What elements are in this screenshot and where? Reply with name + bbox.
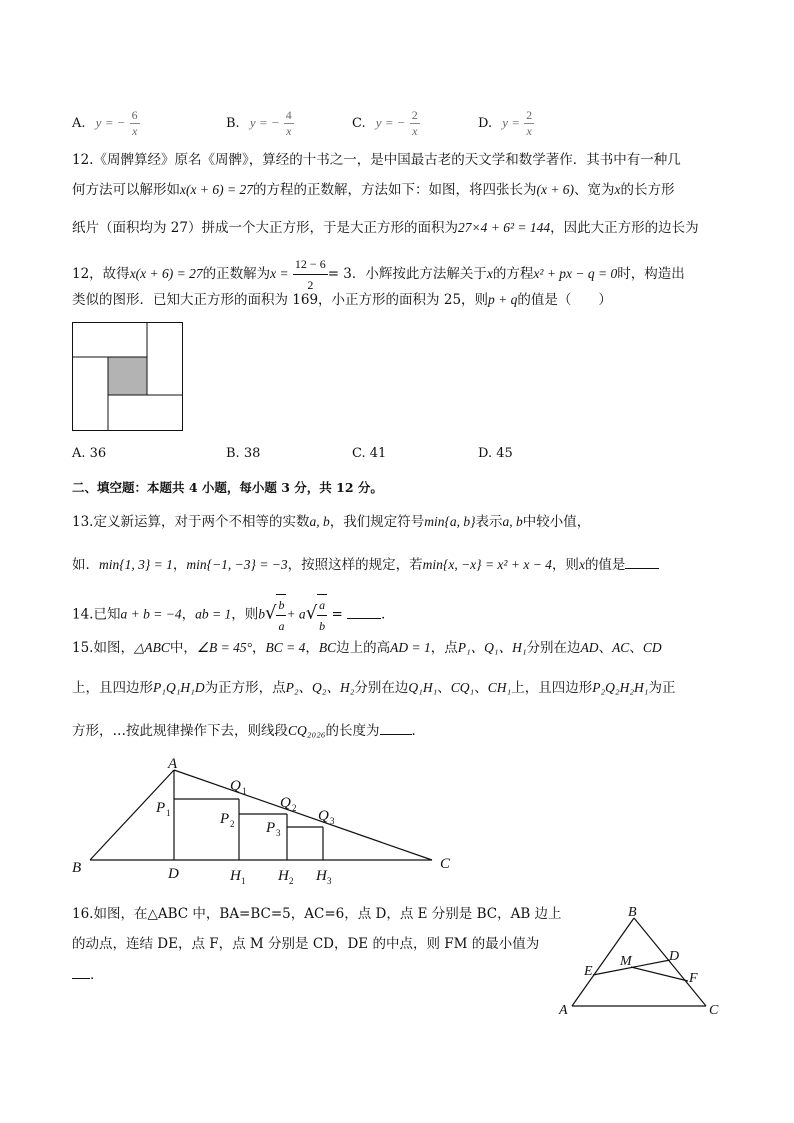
q13-line1: 13.定义新运算，对于两个不相等的实数a, b，我们规定符号min{a, b}表示a, b中较小值， xyxy=(72,514,591,530)
q14-line: 14.已知a + b = −4，ab = 1，则b√ $\frac{b}{a}$ + a√ $\frac{a}{b}$ = ． xyxy=(72,594,395,636)
subscript: 1 xyxy=(241,876,246,886)
fraction-numerator: 2 xyxy=(526,108,533,122)
q12-square-figure xyxy=(72,322,184,432)
label-F: F xyxy=(689,971,698,986)
subscript: 2 xyxy=(289,876,294,886)
label-C: C xyxy=(440,856,451,872)
q12-option-a: A. 36 xyxy=(72,446,107,461)
label-M: M xyxy=(620,954,632,969)
q15-line1: 15.如图，△ABC中，∠B = 45°，BC = 4，BC边上的高AD = 1，点P₁、Q₁、H₁分别在边AD、AC、CD xyxy=(72,640,662,656)
fraction-numerator: 2 xyxy=(411,108,418,122)
shaded-small-square xyxy=(108,357,147,395)
label-B: B xyxy=(72,860,82,876)
fraction-numerator: 12 − 6 xyxy=(293,254,328,275)
q11-option-b: B. y = − $\frac{4}{x}$ xyxy=(226,108,292,138)
q16-line1: 16.如图，在△ABC 中，BA=BC=5，AC=6，点 D，点 E 分别是 BC，AB 边上 xyxy=(72,906,562,922)
fraction-numerator: 4 xyxy=(285,108,292,122)
label-H1: H xyxy=(230,868,241,884)
option-letter: C. xyxy=(352,116,366,131)
q12-line2: 何方法可以解形如x(x + 6) = 27的方程的正数解，方法如下：如图，将四张长为(x + 6)、宽为x的长方形 xyxy=(72,182,675,198)
answer-blank[interactable] xyxy=(347,604,381,619)
label-Q3: Q xyxy=(318,808,329,824)
subscript: 3 xyxy=(330,816,335,826)
subscript: 1 xyxy=(166,808,171,818)
section-heading: 二、填空题：本题共 4 小题，每小题 3 分，共 12 分。 xyxy=(72,480,383,495)
label-Q1: Q xyxy=(230,778,241,794)
answer-blank[interactable] xyxy=(380,720,412,735)
label-D: D xyxy=(168,866,179,882)
subscript: 3 xyxy=(276,828,281,838)
q16-line2: 的动点，连结 DE，点 F，点 M 分别是 CD，DE 的中点，则 FM 的最小值为 xyxy=(72,936,540,952)
answer-blank[interactable] xyxy=(72,964,90,979)
fraction-numerator: 6 xyxy=(131,108,138,122)
subscript: 3 xyxy=(327,876,332,886)
q12-option-c: C. 41 xyxy=(352,446,387,461)
q15-line2: 上，且四边形P₁Q₁H₁D为正方形，点P₂、Q₂、H₂分别在边Q₁H₁、CQ₁、CH₁上，且四边形P₂Q₂H₂H₁为正 xyxy=(72,680,676,696)
label-P2: P xyxy=(220,811,230,827)
option-letter: A. xyxy=(72,116,86,131)
q13-line2: 如．min{1, 3} = 1，min{−1, −3} = −3，按照这样的规定，若min{x, −x} = x² + x − 4，则x的值是 xyxy=(72,554,659,575)
subscript: 2 xyxy=(292,803,297,813)
label-D: D xyxy=(669,949,680,964)
answer-blank[interactable] xyxy=(625,554,659,569)
label-P3: P xyxy=(266,820,276,836)
q11-option-a: A. y = − $\frac{6}{x}$ xyxy=(72,108,138,138)
q16-line3: ． xyxy=(72,964,104,985)
q11-option-d: D. y = $\frac{2}{x}$ xyxy=(478,108,533,138)
option-letter: D. xyxy=(478,116,493,131)
subscript: 1 xyxy=(242,786,247,796)
subscript: 2 xyxy=(230,819,235,829)
label-B: B xyxy=(628,905,637,920)
label-Q2: Q xyxy=(280,795,291,811)
q12-line1: 12.《周髀算经》原名《周髀》，算经的十书之一，是中国最古老的天文学和数学著作．其书中有一种几 xyxy=(72,152,681,168)
label-P1: P xyxy=(156,800,166,816)
q12-option-d: D. 45 xyxy=(478,446,513,461)
q12-option-b: B. 38 xyxy=(226,446,261,461)
label-H2: H xyxy=(278,868,289,884)
label-A: A xyxy=(559,1003,568,1016)
label-H3: H xyxy=(316,868,327,884)
q11-option-c: C. y = − $\frac{2}{x}$ xyxy=(352,108,418,138)
q12-line5: 类似的图形．已知大正方形的面积为 169，小正方形的面积为 25，则p + q的值是（ ） xyxy=(72,292,612,308)
option-letter: B. xyxy=(226,116,240,131)
q12-line3: 纸片（面积均为 27）拼成一个大正方形，于是大正方形的面积为27×4 + 6² = 144，因此大正方形的边长为 xyxy=(72,220,699,236)
label-C: C xyxy=(709,1003,719,1016)
q15-line3: 方形，…按此规律操作下去，则线段CQ₂₀₂₆的长度为 ． xyxy=(72,720,425,741)
fraction-denominator: 2 xyxy=(307,278,314,292)
q12-line4: 12，故得x(x + 6) = 27的正数解为x = $\frac{12 - 6}{2}$ = 3．小辉按此方法解关于x的方程x² + px − q = 0时，构造出 xyxy=(72,254,685,295)
label-A: A xyxy=(168,756,178,772)
q16-triangle-figure xyxy=(556,904,728,1016)
q11-options xyxy=(72,98,552,138)
q15-triangle-figure xyxy=(68,756,468,888)
label-E: E xyxy=(584,964,593,979)
